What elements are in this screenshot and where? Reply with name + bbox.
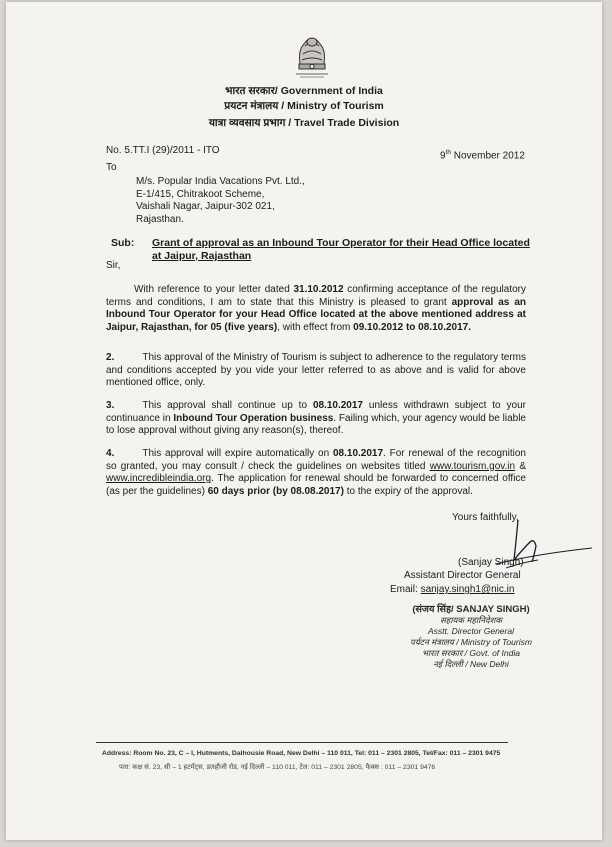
paragraph-1: With reference to your letter dated 31.10.2012 confirming acceptance of the regulatory terms and conditions, I am to state that this Ministry is pleased to grant approval as an Inbound Tour Operator for your Head Office located at the above mentioned address at Jaipur, Rajasthan, for 05 (five years), with effect from 09.10.2012 to 08.10.2017. xyxy=(106,284,526,333)
reference-number: No. 5.TT.I (29)/2011 - ITO xyxy=(106,145,220,156)
addressee-line: M/s. Popular India Vacations Pvt. Ltd., xyxy=(136,176,305,187)
signatory-email: Email: sanjay.singh1@nic.in xyxy=(390,584,515,595)
signatory-designation: Assistant Director General xyxy=(404,570,521,581)
stamp-line: नई दिल्ली / New Delhi xyxy=(433,659,509,669)
header-line-2: प्रयटन मंत्रालय / Ministry of Tourism xyxy=(224,100,384,112)
paragraph-3: 3. This approval shall continue up to 08.10.2017 unless withdrawn subject to your continuance in Inbound Tour Operation business. Failing which, your agency would be liable to lose approval without giving any reason(s), thereof. xyxy=(106,400,526,437)
paragraph-2: 2. This approval of the Ministry of Tourism is subject to adherence to the regulatory terms and conditions accepted by you vide your letter referred to as above and is valid for above mentioned office, only. xyxy=(106,352,526,389)
closing-line: Yours faithfully, xyxy=(452,512,519,523)
addressee-line: Rajasthan. xyxy=(136,213,184,225)
salutation: Sir, xyxy=(106,260,121,271)
footer-address-english: Address: Room No. 23, C – I, Hutments, Dalhousie Road, New Delhi – 110 011, Tel: 011 – 2301 2805, Tel/Fax: 011 – 2301 9475 xyxy=(102,750,501,757)
letter-page xyxy=(6,2,602,840)
stamp-line: Asstt. Director General xyxy=(428,626,514,636)
paragraph-4: 4. This approval will expire automatically on 08.10.2017. For renewal of the recognition so granted, you may consult / check the guidelines on websites titled www.tourism.gov.in & www.incredibleindia.org. The application for renewal should be forwarded to concerned office (as per the guidelines) 60 days prior (by 08.08.2017) to the expiry of the approval. xyxy=(106,448,526,497)
footer-divider xyxy=(96,742,508,743)
stamp-line: पर्यटन मंत्रालय / Ministry of Tourism xyxy=(410,637,532,647)
signatory-name: (Sanjay Singh) xyxy=(458,557,524,568)
addressee-line: E-1/415, Chitrakoot Scheme, xyxy=(136,188,265,200)
addressee-block xyxy=(136,176,305,226)
header-line-3: यात्रा व्यवसाय प्रभाग / Travel Trade Division xyxy=(208,117,400,129)
incredibleindia-website-link[interactable]: www.incredibleindia.org xyxy=(106,473,212,485)
subject-label: Sub: xyxy=(111,237,135,249)
letter-date: 9th November 2012 xyxy=(440,149,525,162)
stamp-line: सहायक महानिदेशक xyxy=(440,615,502,625)
official-stamp xyxy=(406,604,536,670)
stamp-name: (संजय सिंह/ SANJAY SINGH) xyxy=(412,604,530,615)
header-line-1: भारत सरकार/ Government of India xyxy=(225,85,383,97)
tourism-website-link[interactable]: www.tourism.gov.in xyxy=(429,460,516,472)
stamp-line: भारत सरकार / Govt. of India xyxy=(422,648,520,658)
to-label: To xyxy=(106,162,117,173)
national-emblem-icon xyxy=(290,30,334,82)
footer-address-hindi: पता: कक्ष सं. 23, सी – 1 हटमेंट्स, डलहौजी रोड, नई दिल्ली – 110 011, टेल: 011 – 2301 2805, फैक्स : 011 – 2301 9476 xyxy=(119,764,436,771)
addressee-line: Vaishali Nagar, Jaipur-302 021, xyxy=(136,201,275,212)
email-link[interactable]: sanjay.singh1@nic.in xyxy=(420,584,515,595)
subject-text: Grant of approval as an Inbound Tour Operator for their Head Office located at Jaipur, Rajasthan xyxy=(152,237,530,262)
